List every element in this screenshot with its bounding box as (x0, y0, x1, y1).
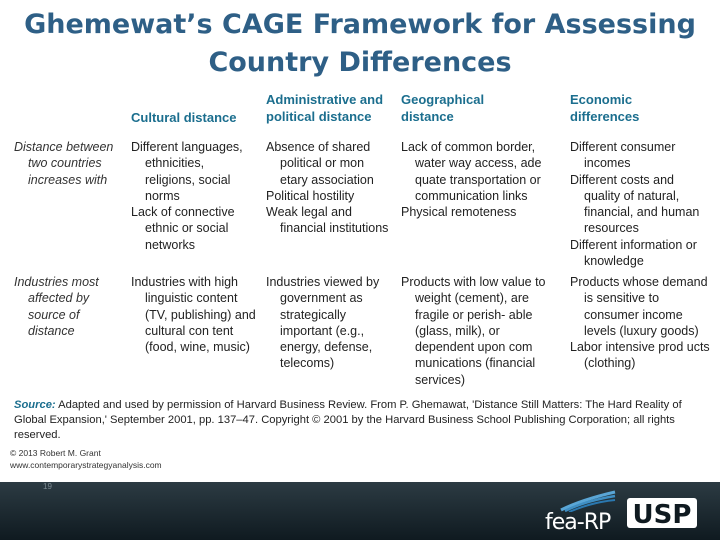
source-note (14, 398, 704, 443)
cell-economic-industries (570, 274, 710, 372)
copyright-line: © 2013 Robert M. Grant (10, 448, 101, 458)
column-header-cultural: Cultural distance (131, 110, 237, 125)
fearp-swoosh-icon (559, 490, 619, 512)
list-item: Different information or knowledge (570, 237, 697, 269)
slide-title (0, 6, 720, 82)
column-header-geographical: Geographical distance (401, 92, 485, 124)
list-item: Political hostility (266, 188, 355, 203)
row-label-industries: Industries most affected by source of distance (14, 275, 99, 338)
copyright-note (10, 448, 162, 471)
source-label: Source: (14, 399, 56, 411)
list-item: Lack of connective ethnic or social networks (131, 205, 235, 252)
slide-title-line-1: Ghemewat’s CAGE Framework for Assessing (24, 9, 696, 40)
list-item: Industries with high linguistic content (TV, publishing) and cultural con tent (food, wine, music) (131, 275, 256, 355)
cell-geographical-distance (401, 139, 561, 220)
cell-administrative-distance (266, 139, 394, 237)
column-header-economic: Economic differences (570, 92, 640, 124)
list-item: Physical remoteness (401, 205, 517, 220)
usp-logo-text: USP (632, 500, 692, 528)
cell-administrative-industries (266, 274, 394, 372)
slide-title-line-2: Country Differences (208, 47, 512, 78)
list-item: Weak legal and financial institutions (266, 205, 389, 236)
list-item: Products with low value to weight (cement), are fragile or perish- able (glass, milk), or dependent upon com munications (financial services) (401, 275, 546, 387)
usp-logo (627, 498, 697, 528)
cell-cultural-industries (131, 274, 257, 355)
list-item: Different costs and quality of natural, financial, and human resources (570, 172, 700, 236)
page-number: 19 (43, 482, 52, 491)
column-header-administrative: Administrative and political distance (266, 92, 384, 124)
list-item: Lack of common border, water way access, ade quate transportation or communication links (401, 140, 542, 203)
list-item: Labor intensive prod ucts (clothing) (570, 340, 710, 371)
cell-cultural-distance (131, 139, 257, 253)
cell-geographical-industries (401, 274, 561, 388)
website-line: www.contemporarystrategyanalysis.com (10, 459, 162, 470)
list-item: Different languages, ethnicities, religions, social norms (131, 140, 243, 203)
list-item: Industries viewed by government as strategically important (e.g., energy, defense, telecoms) (266, 275, 380, 371)
row-label-distance: Distance between two countries increases with (14, 140, 114, 187)
fearp-logo (545, 490, 619, 536)
list-item: Different consumer incomes (570, 140, 676, 171)
list-item: Products whose demand is sensitive to consumer income levels (luxury goods) (570, 275, 708, 338)
cell-economic-distance (570, 139, 710, 269)
source-text: Adapted and used by permission of Harvard Business Review. From P. Ghemawat, 'Distance Still Matters: The Hard Reality of Global Expansion,' September 2001, pp. 137–47. Copyright © 2001 by the Harvard Business School Publishing Corporation; all rights reserved. (14, 399, 682, 441)
list-item: Absence of shared political or mon etary association (266, 140, 374, 187)
fearp-logo-text: fea-RP (545, 510, 611, 535)
footer-bar (0, 482, 720, 540)
